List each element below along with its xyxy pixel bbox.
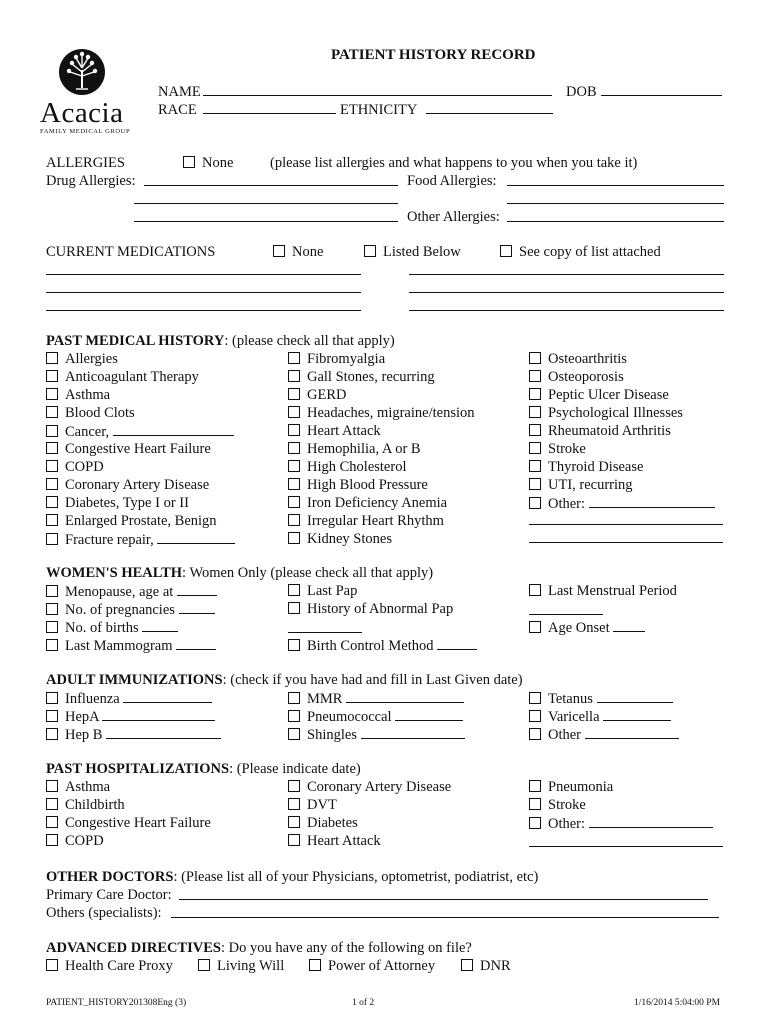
pmh-item[interactable]: Hemophilia, A or B — [288, 440, 421, 458]
directive-option[interactable]: DNR — [461, 957, 511, 975]
pmh-checkbox[interactable] — [529, 460, 541, 472]
pmh-item[interactable]: Heart Attack — [288, 422, 381, 440]
hospitalization-item[interactable]: Stroke — [529, 796, 586, 814]
pmh-checkbox[interactable] — [288, 424, 300, 436]
mammogram-checkbox[interactable] — [46, 639, 58, 651]
immunization-checkbox[interactable] — [529, 692, 541, 704]
pmh-item[interactable]: Headaches, migraine/tension — [288, 404, 475, 422]
age-onset-field[interactable] — [613, 618, 645, 632]
abnormal-pap-item[interactable]: History of Abnormal Pap — [288, 600, 453, 618]
pmh-item[interactable]: UTI, recurring — [529, 476, 633, 494]
immunization-item[interactable]: Hep B — [46, 725, 221, 744]
immunization-checkbox[interactable] — [288, 692, 300, 704]
specialists-field[interactable] — [171, 917, 719, 918]
pmh-checkbox[interactable] — [46, 514, 58, 526]
directives-heading: ADVANCED DIRECTIVES: Do you have any of the following on file? — [46, 940, 472, 956]
directive-option[interactable]: Power of Attorney — [309, 957, 435, 975]
drug-allergies-line-3[interactable] — [134, 221, 398, 222]
drug-allergies-label: Drug Allergies: — [46, 173, 136, 189]
hospitalization-checkbox[interactable] — [46, 798, 58, 810]
hospitalization-item[interactable]: DVT — [288, 796, 337, 814]
directive-checkbox[interactable] — [46, 959, 58, 971]
name-label: NAME — [158, 84, 201, 100]
pmh-checkbox[interactable] — [46, 478, 58, 490]
immunization-item[interactable]: Influenza — [46, 689, 212, 708]
other-allergies-field[interactable] — [507, 221, 724, 222]
pregnancies-item[interactable]: No. of pregnancies — [46, 600, 215, 619]
past-medical-heading: PAST MEDICAL HISTORY: (please check all that apply) — [46, 333, 395, 349]
pmh-item[interactable]: Psychological Illnesses — [529, 404, 683, 422]
hospitalization-item[interactable]: Asthma — [46, 778, 110, 796]
pmh-checkbox[interactable] — [288, 370, 300, 382]
pmh-item[interactable]: Stroke — [529, 440, 586, 458]
hospitalization-checkbox[interactable] — [46, 780, 58, 792]
allergies-instructions: (please list allergies and what happens to you when you take it) — [270, 155, 638, 171]
pmh-item[interactable]: Coronary Artery Disease — [46, 476, 209, 494]
pmh-other-line[interactable] — [529, 524, 723, 525]
immunization-checkbox[interactable] — [46, 710, 58, 722]
pmh-item[interactable]: Iron Deficiency Anemia — [288, 494, 447, 512]
pmh-item[interactable]: Osteoporosis — [529, 368, 624, 386]
pmh-item[interactable]: Enlarged Prostate, Benign — [46, 512, 217, 530]
footer-page-number: 1 of 2 — [352, 998, 375, 1008]
pmh-checkbox[interactable] — [46, 388, 58, 400]
births-checkbox[interactable] — [46, 621, 58, 633]
pmh-item[interactable]: Asthma — [46, 386, 110, 404]
last-pap-checkbox[interactable] — [288, 584, 300, 596]
hospitalization-other-field[interactable] — [589, 814, 713, 828]
pmh-item[interactable]: High Blood Pressure — [288, 476, 428, 494]
menopause-checkbox[interactable] — [46, 585, 58, 597]
pmh-checkbox[interactable] — [288, 388, 300, 400]
immunization-date-field[interactable] — [106, 725, 221, 739]
hospitalization-item[interactable]: Congestive Heart Failure — [46, 814, 211, 832]
hospitalization-item[interactable]: Heart Attack — [288, 832, 381, 850]
medication-line[interactable] — [409, 274, 724, 275]
menopause-age-field[interactable] — [177, 582, 217, 596]
pmh-item[interactable]: Cancer, — [46, 422, 234, 441]
immunization-item[interactable]: Tetanus — [529, 689, 673, 708]
immunization-checkbox[interactable] — [529, 710, 541, 722]
immunization-date-field[interactable] — [102, 707, 215, 721]
birth-control-checkbox[interactable] — [288, 639, 300, 651]
allergies-label: ALLERGIES — [46, 155, 125, 171]
immunization-date-field[interactable] — [603, 707, 671, 721]
medications-none-checkbox[interactable] — [273, 245, 285, 257]
immunization-checkbox[interactable] — [288, 710, 300, 722]
pmh-checkbox[interactable] — [288, 532, 300, 544]
directive-checkbox[interactable] — [198, 959, 210, 971]
medications-none[interactable]: None — [273, 243, 323, 261]
pmh-other-field[interactable] — [589, 494, 715, 508]
immunization-date-field[interactable] — [123, 689, 212, 703]
hospitalization-checkbox[interactable] — [288, 780, 300, 792]
pmh-checkbox[interactable] — [46, 370, 58, 382]
pregnancies-field[interactable] — [179, 600, 215, 614]
other-allergies-label: Other Allergies: — [407, 209, 500, 225]
pmh-checkbox[interactable] — [288, 460, 300, 472]
pmh-checkbox[interactable] — [46, 442, 58, 454]
mammogram-item[interactable]: Last Mammogram — [46, 636, 216, 655]
race-label: RACE — [158, 102, 197, 118]
pmh-checkbox[interactable] — [529, 406, 541, 418]
births-item[interactable]: No. of births — [46, 618, 178, 637]
pmh-checkbox[interactable] — [529, 370, 541, 382]
pmh-item[interactable]: Rheumatoid Arthritis — [529, 422, 671, 440]
medications-attached-checkbox[interactable] — [500, 245, 512, 257]
medication-line[interactable] — [46, 274, 361, 275]
pmh-item[interactable]: Thyroid Disease — [529, 458, 643, 476]
immunization-date-field[interactable] — [395, 707, 463, 721]
pmh-item[interactable]: High Cholesterol — [288, 458, 406, 476]
acacia-logo — [40, 48, 131, 138]
hospitalization-checkbox[interactable] — [288, 816, 300, 828]
birth-control-field[interactable] — [437, 636, 477, 650]
pmh-item[interactable]: Fibromyalgia — [288, 350, 385, 368]
last-period-checkbox[interactable] — [529, 584, 541, 596]
pmh-checkbox[interactable] — [46, 352, 58, 364]
immunization-item[interactable]: HepA — [46, 707, 215, 726]
pmh-item[interactable]: Kidney Stones — [288, 530, 392, 548]
pmh-checkbox[interactable] — [529, 388, 541, 400]
pmh-checkbox[interactable] — [288, 478, 300, 490]
pmh-item[interactable]: Diabetes, Type I or II — [46, 494, 189, 512]
hospitalization-item[interactable]: Other: — [529, 814, 713, 833]
pmh-item[interactable]: Gall Stones, recurring — [288, 368, 435, 386]
pmh-item[interactable]: GERD — [288, 386, 346, 404]
hospitalization-checkbox[interactable] — [46, 834, 58, 846]
immunization-date-field[interactable] — [346, 689, 464, 703]
food-allergies-line-2[interactable] — [507, 203, 724, 204]
name-field[interactable] — [203, 95, 552, 96]
food-allergies-field[interactable] — [507, 185, 724, 186]
pmh-checkbox[interactable] — [529, 424, 541, 436]
births-field[interactable] — [142, 618, 178, 632]
hospitalizations-heading: PAST HOSPITALIZATIONS: (Please indicate date) — [46, 761, 361, 777]
pmh-checkbox[interactable] — [288, 352, 300, 364]
directive-option[interactable]: Health Care Proxy — [46, 957, 173, 975]
pmh-item[interactable]: Fracture repair, — [46, 530, 235, 549]
immunization-item[interactable]: Pneumococcal — [288, 707, 463, 726]
immunization-checkbox[interactable] — [529, 728, 541, 740]
pmh-item[interactable]: Congestive Heart Failure — [46, 440, 211, 458]
ethnicity-field[interactable] — [426, 113, 553, 114]
footer-form-id: PATIENT_HISTORY201308Eng (3) — [46, 998, 187, 1008]
allergies-none-checkbox[interactable] — [183, 156, 195, 168]
pmh-checkbox[interactable] — [46, 406, 58, 418]
hospitalization-checkbox[interactable] — [529, 798, 541, 810]
pmh-checkbox[interactable] — [288, 406, 300, 418]
immunization-date-field[interactable] — [597, 689, 673, 703]
immunization-checkbox[interactable] — [46, 692, 58, 704]
pmh-checkbox[interactable] — [46, 533, 58, 545]
immunization-checkbox[interactable] — [46, 728, 58, 740]
pap-date-line[interactable] — [288, 632, 362, 633]
pmh-item[interactable]: COPD — [46, 458, 104, 476]
hospitalization-item[interactable]: Coronary Artery Disease — [288, 778, 451, 796]
medication-line[interactable] — [409, 292, 724, 293]
immunization-item[interactable]: Other — [529, 725, 679, 744]
age-onset-checkbox[interactable] — [529, 621, 541, 633]
mammogram-field[interactable] — [176, 636, 216, 650]
medications-label: CURRENT MEDICATIONS — [46, 244, 216, 260]
pmh-item[interactable]: Other: — [529, 494, 715, 513]
medications-listed-checkbox[interactable] — [364, 245, 376, 257]
last-period-field[interactable] — [529, 614, 603, 615]
age-onset-item[interactable]: Age Onset — [529, 618, 645, 637]
pmh-checkbox[interactable] — [529, 497, 541, 509]
drug-allergies-line-2[interactable] — [134, 203, 398, 204]
medication-line[interactable] — [46, 292, 361, 293]
hospitalization-item[interactable]: COPD — [46, 832, 104, 850]
pmh-other-line[interactable] — [529, 542, 723, 543]
menopause-item[interactable]: Menopause, age at — [46, 582, 217, 601]
hospitalization-checkbox[interactable] — [288, 834, 300, 846]
immunization-date-field[interactable] — [585, 725, 679, 739]
hospitalization-item[interactable]: Diabetes — [288, 814, 358, 832]
fracture-field[interactable] — [157, 530, 235, 544]
pmh-item[interactable]: Anticoagulant Therapy — [46, 368, 199, 386]
pmh-checkbox[interactable] — [288, 442, 300, 454]
medication-line[interactable] — [409, 310, 724, 311]
immunization-date-field[interactable] — [361, 725, 465, 739]
directive-checkbox[interactable] — [461, 959, 473, 971]
footer-timestamp: 1/16/2014 5:04:00 PM — [634, 998, 721, 1008]
ethnicity-label: ETHNICITY — [340, 102, 418, 118]
immunization-item[interactable]: Varicella — [529, 707, 671, 726]
hospitalization-item[interactable]: Childbirth — [46, 796, 125, 814]
immunizations-heading: ADULT IMMUNIZATIONS: (check if you have had and fill in Last Given date) — [46, 672, 523, 688]
pmh-checkbox[interactable] — [46, 496, 58, 508]
pmh-item[interactable]: Blood Clots — [46, 404, 135, 422]
hospitalization-checkbox[interactable] — [46, 816, 58, 828]
pregnancies-checkbox[interactable] — [46, 603, 58, 615]
directive-checkbox[interactable] — [309, 959, 321, 971]
hospitalization-item[interactable]: Pneumonia — [529, 778, 613, 796]
specialists-label: Others (specialists): — [46, 905, 162, 921]
hospitalization-checkbox[interactable] — [529, 817, 541, 829]
logo-subtitle: FAMILY MEDICAL GROUP — [40, 128, 131, 135]
page-title: PATIENT HISTORY RECORD — [331, 47, 536, 63]
pmh-item[interactable]: Osteoarthritis — [529, 350, 627, 368]
immunization-item[interactable]: Shingles — [288, 725, 465, 744]
womens-health-heading: WOMEN'S HEALTH: Women Only (please check all that apply) — [46, 565, 434, 581]
dob-label: DOB — [566, 84, 597, 100]
immunization-item[interactable]: MMR — [288, 689, 464, 708]
medications-attached[interactable]: See copy of list attached — [500, 243, 661, 261]
logo-wordmark: Acacia — [40, 97, 124, 129]
drug-allergies-field[interactable] — [144, 185, 398, 186]
hospitalization-checkbox[interactable] — [529, 780, 541, 792]
pmh-item[interactable]: Peptic Ulcer Disease — [529, 386, 669, 404]
pmh-checkbox[interactable] — [288, 514, 300, 526]
medications-listed-below[interactable]: Listed Below — [364, 243, 461, 261]
hospitalization-checkbox[interactable] — [288, 798, 300, 810]
pmh-checkbox[interactable] — [288, 496, 300, 508]
birth-control-item[interactable]: Birth Control Method — [288, 636, 477, 655]
pmh-checkbox[interactable] — [529, 442, 541, 454]
pmh-checkbox[interactable] — [529, 352, 541, 364]
last-period-item[interactable]: Last Menstrual Period — [529, 582, 677, 600]
pmh-checkbox[interactable] — [46, 425, 58, 437]
primary-doctor-field[interactable] — [179, 899, 708, 900]
pmh-checkbox[interactable] — [529, 478, 541, 490]
cancer-type-field[interactable] — [113, 422, 234, 436]
pmh-item[interactable]: Irregular Heart Rhythm — [288, 512, 444, 530]
dob-field[interactable] — [601, 95, 722, 96]
food-allergies-label: Food Allergies: — [407, 173, 497, 189]
race-field[interactable] — [203, 113, 336, 114]
directive-option[interactable]: Living Will — [198, 957, 284, 975]
immunization-checkbox[interactable] — [288, 728, 300, 740]
other-doctors-heading: OTHER DOCTORS: (Please list all of your Physicians, optometrist, podiatrist, etc) — [46, 869, 539, 885]
medication-line[interactable] — [46, 310, 361, 311]
pmh-item[interactable]: Allergies — [46, 350, 118, 368]
tree-emblem-icon — [58, 48, 106, 96]
pmh-checkbox[interactable] — [46, 460, 58, 472]
abnormal-pap-checkbox[interactable] — [288, 602, 300, 614]
primary-doctor-label: Primary Care Doctor: — [46, 887, 172, 903]
hospitalization-other-line[interactable] — [529, 846, 723, 847]
allergies-none[interactable]: None — [183, 154, 233, 172]
last-pap-item[interactable]: Last Pap — [288, 582, 357, 600]
